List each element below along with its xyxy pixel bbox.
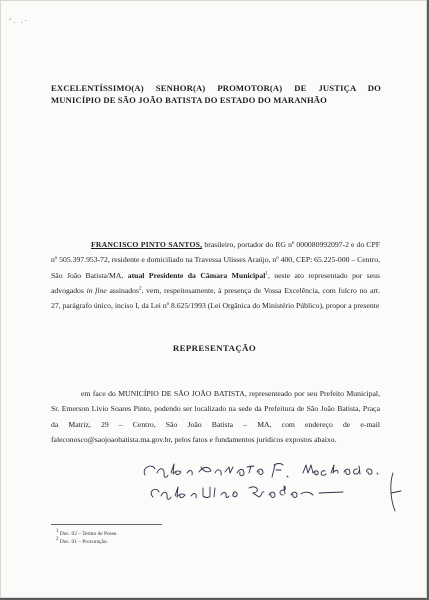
footnote-ref-1: 1: [265, 271, 268, 277]
respondent-text: em face do MUNICÍPIO DE SÃO JOÃO BATISTA, representeado por seu Prefeito Municipal, Sr. Emerson Lívio Soares Pinto, podendo ser localizado na sede da Prefeitura de São João Batista, Praça da Matriz, 29 – Centro, São João Batista – MA, com endereço de e-mail faleconosco@saojoaobatista.ma.gov.br, pelos fatos e fundamentos jurídicos expostos abaixo.: [51, 389, 380, 444]
petitioner-title: atual Presidente da Câmara Municipal: [127, 270, 266, 280]
intro-text-4: , vem, respeitosamente, à presença de Vossa Excelência, com fulcro no art. 27, parágrafo único, inciso I, da Lei nº 8.625/1993 (Lei Orgânica do Ministério Público), propor a presente: [51, 285, 380, 311]
intro-text-3: assinados: [106, 285, 139, 295]
handwritten-signature: [141, 461, 411, 516]
in-fine-text: in fine: [86, 285, 107, 295]
footnote-2: $^2$ Doc. 01 – Procuração.: [56, 537, 108, 545]
footnote-ref-2: 2: [139, 286, 142, 292]
respondent-paragraph: [51, 386, 380, 447]
petitioner-name: FRANCISCO PINTO SANTOS,: [91, 240, 203, 249]
representation-title: REPRESENTAÇÃO: [172, 343, 257, 353]
intro-text-2: , neste ato representado por seus advogados: [51, 270, 381, 295]
footnotes: [56, 530, 118, 546]
document-heading: EXCELENTÍSSIMO(A) SENHOR(A) PROMOTOR(A) DE JUSTIÇA DO MUNICÍPIO DE SÃO JOÃO BATISTA DO ESTADO DO MARANHÃO: [51, 83, 381, 105]
footnote-divider: [51, 524, 162, 525]
intro-paragraph: [51, 237, 380, 313]
corner-mark: ‘. .·: [9, 17, 29, 25]
intro-text-1: brasileiro, portador do RG nº 000080992097-2 e do CPF nº 505.397.953-72, residente e domiciliado na Travessa Ulisses Araújo, nº 400, CEP: 65.225-000 – Centro, São João Batista/MA,: [51, 240, 380, 280]
footnote-1: $^1$ Doc. 02 – Termo de Posse.: [56, 529, 118, 537]
